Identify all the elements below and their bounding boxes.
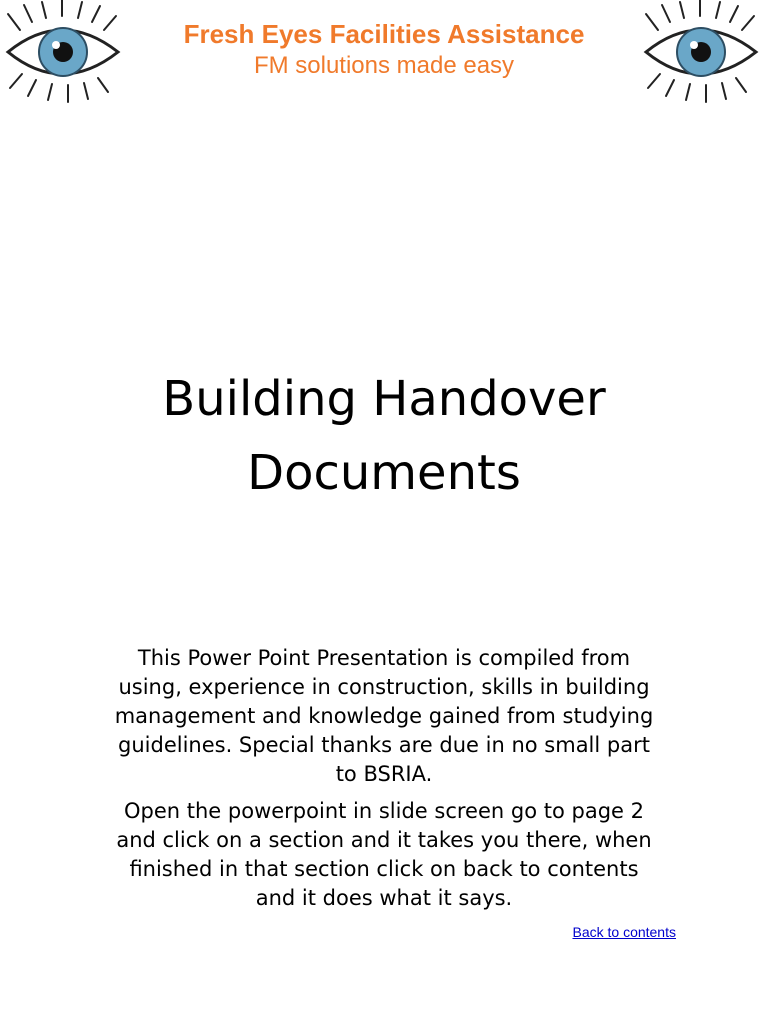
- page-title-line2: Documents: [247, 445, 521, 501]
- body-paragraph-1: This Power Point Presentation is compiled from using, experience in construction, skills in building management and knowledge gained from studying guidelines. Special thanks are due in no small part to BSRIA.: [114, 646, 654, 786]
- body-paragraph-2: Open the powerpoint in slide screen go to page 2 and click on a section and it takes you there, when finished in that section click on back to contents and it does what it says.: [116, 799, 652, 910]
- page-title-line1: Building Handover: [162, 371, 606, 427]
- page-title: [60, 362, 708, 510]
- eye-icon: [638, 0, 768, 105]
- header-title: Fresh Eyes Facilities Assistance: [183, 19, 585, 49]
- eye-icon: [0, 0, 130, 105]
- header: [140, 18, 628, 82]
- back-to-contents-link[interactable]: Back to contents: [572, 924, 676, 940]
- header-subtitle: FM solutions made easy: [253, 52, 515, 79]
- body-text: [110, 644, 658, 921]
